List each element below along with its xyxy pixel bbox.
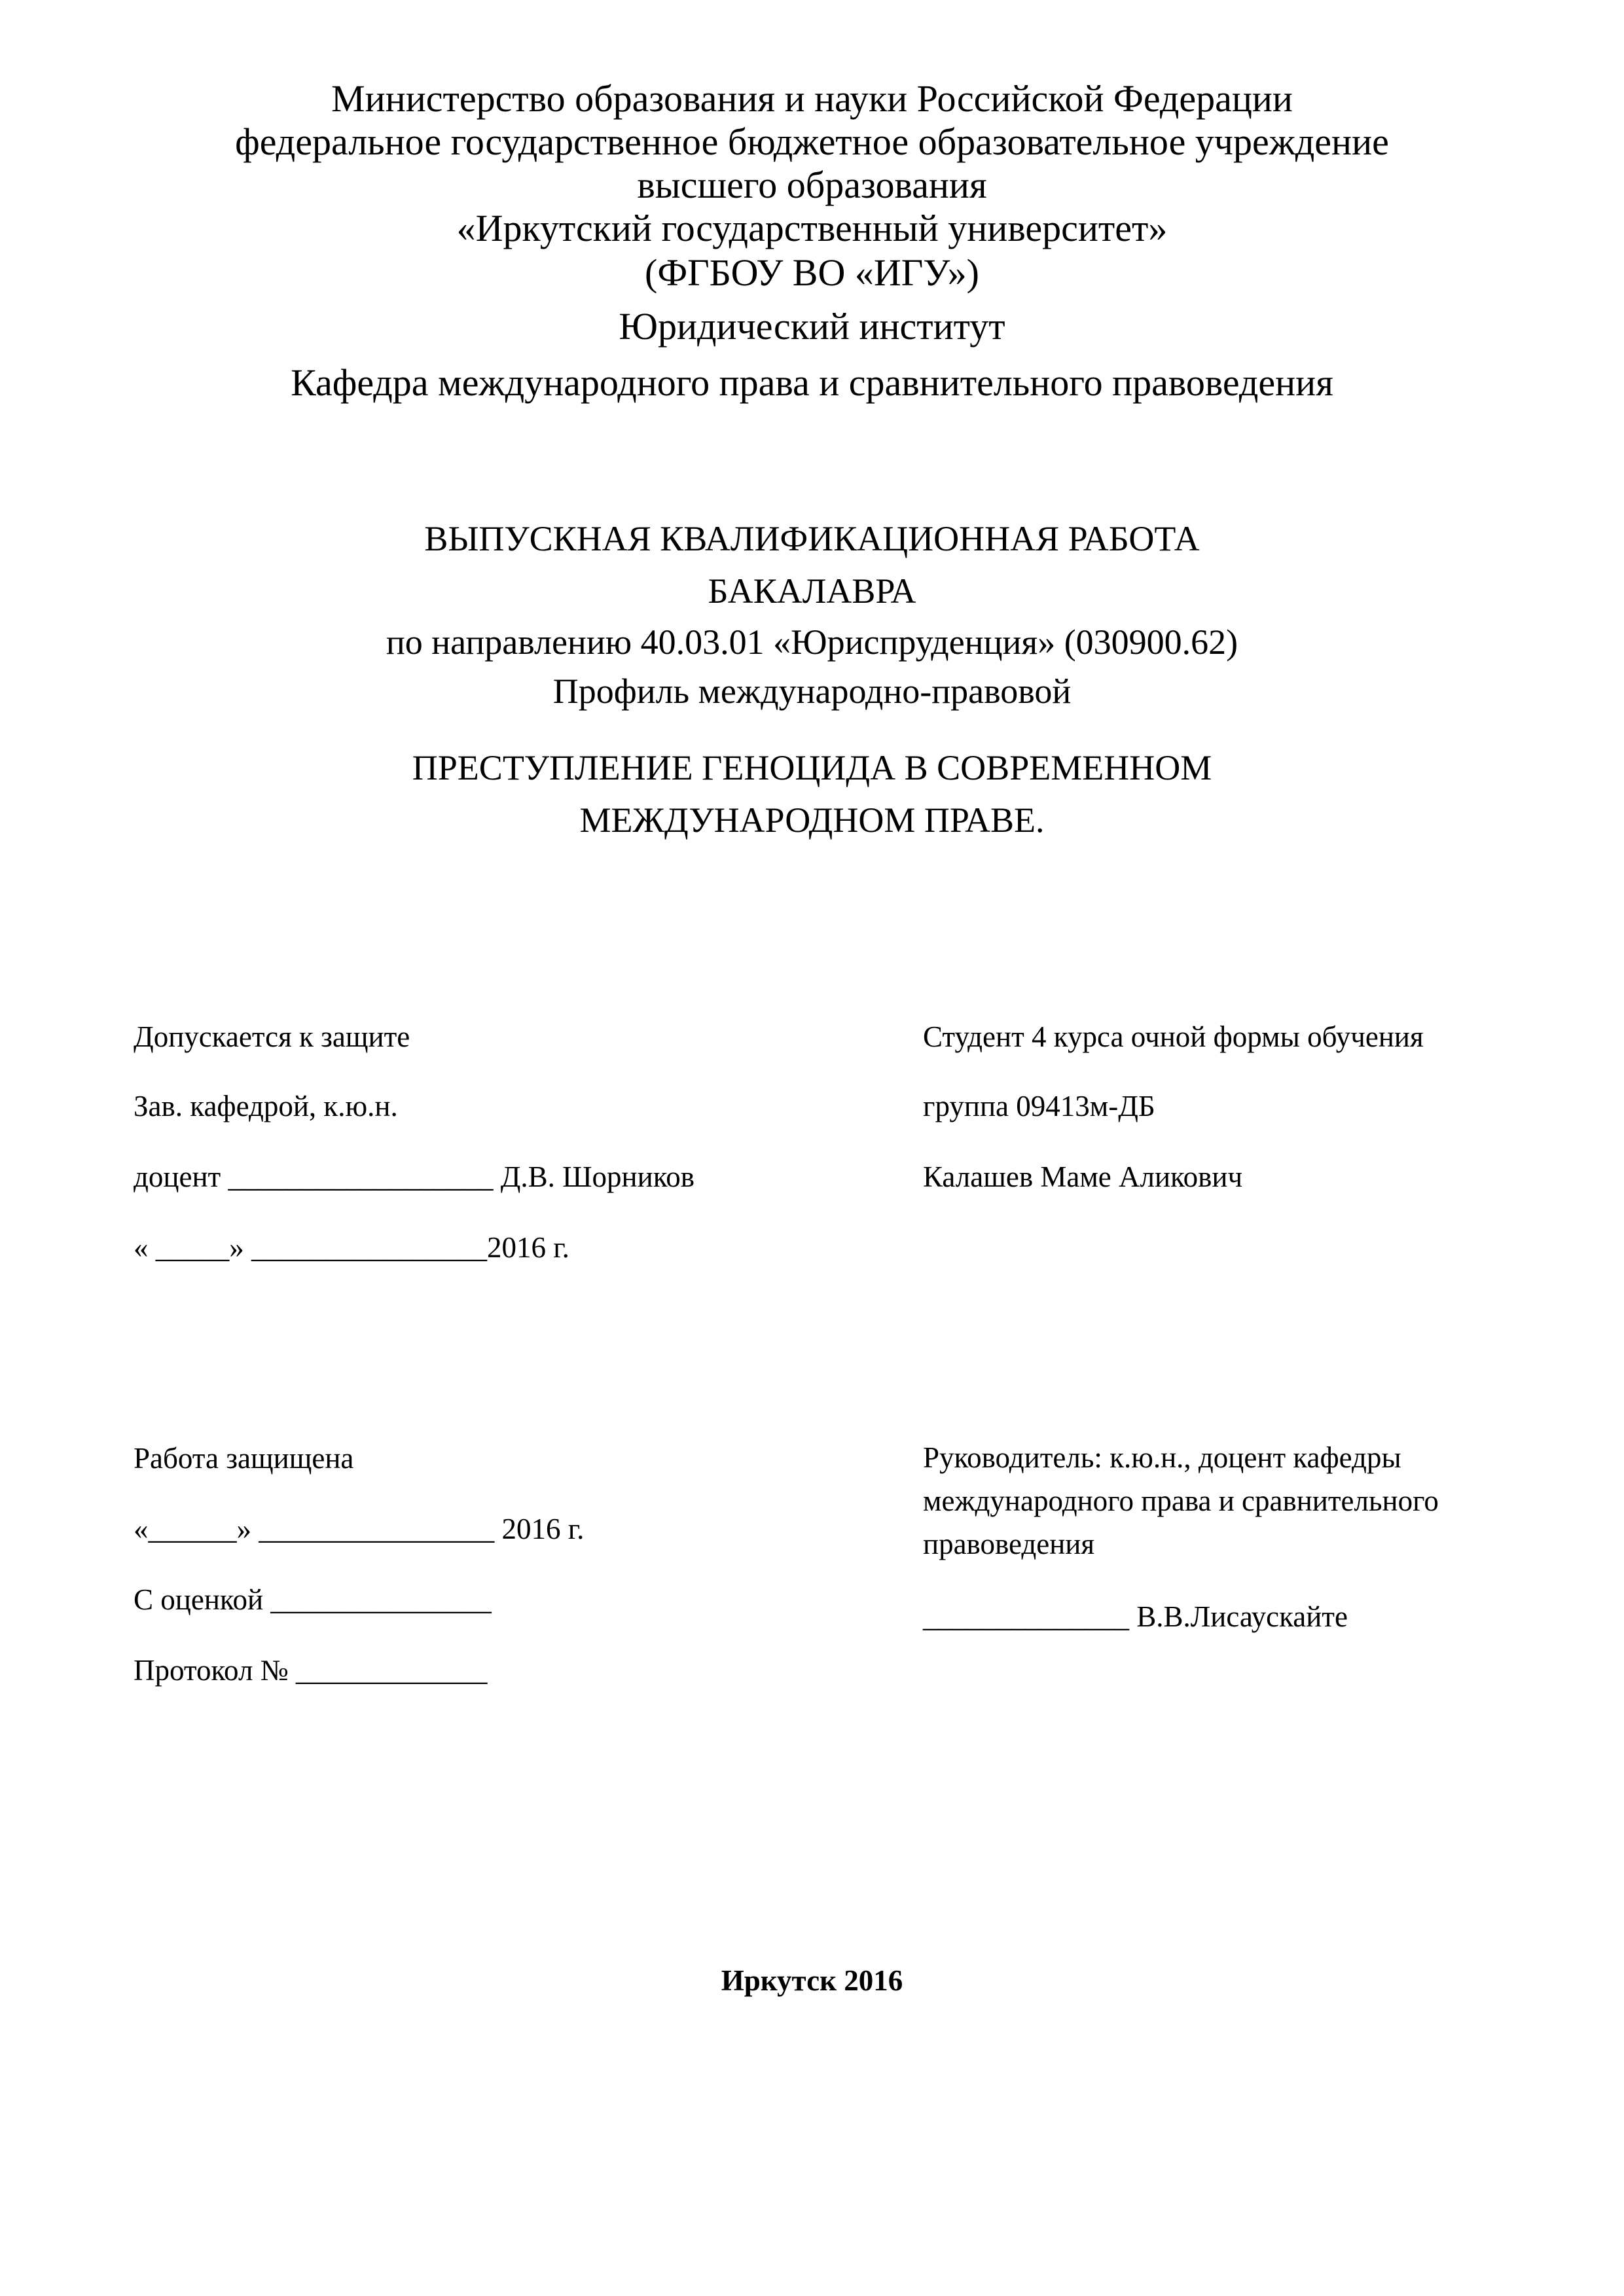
defense-protocol: Протокол № _____________	[134, 1654, 488, 1687]
department-head-signature: доцент __________________ Д.В. Шорников	[134, 1160, 695, 1193]
direction-line: по направлению 40.03.01 «Юриспруденция» (030900.62)	[386, 622, 1238, 662]
defense-date: «______» ________________ 2016 г.	[134, 1513, 585, 1545]
defense-label: Работа защищена	[134, 1442, 354, 1475]
student-group: группа 09413м-ДБ	[923, 1090, 1155, 1122]
university-name-line: «Иркутский государственный университет»	[456, 207, 1168, 249]
supervisor-signature: ______________ В.В.Лисаускайте	[923, 1600, 1348, 1633]
defense-grade: С оценкой _______________	[134, 1583, 492, 1616]
thesis-title-line2: МЕЖДУНАРОДНОМ ПРАВЕ.	[579, 800, 1045, 840]
ministry-line: Министерство образования и науки Российской Федерации	[331, 77, 1293, 120]
student-name: Калашев Маме Аликович	[923, 1160, 1243, 1193]
supervisor-title: Руководитель: к.ю.н., доцент кафедры международного права и сравнительного правоведения	[923, 1441, 1439, 1560]
thesis-title-line1: ПРЕСТУПЛЕНИЕ ГЕНОЦИДА В СОВРЕМЕННОМ	[412, 748, 1212, 787]
department-head-label: Зав. кафедрой, к.ю.н.	[134, 1090, 398, 1122]
university-abbr-line: (ФГБОУ ВО «ИГУ»)	[645, 251, 979, 294]
department-line: Кафедра международного права и сравнительного правоведения	[291, 361, 1333, 404]
work-type-line1: ВЫПУСКНАЯ КВАЛИФИКАЦИОННАЯ РАБОТА	[424, 519, 1200, 558]
institute-line: Юридический институт	[619, 305, 1005, 348]
education-level-line: высшего образования	[637, 164, 987, 206]
student-course: Студент 4 курса очной формы обучения	[923, 1020, 1424, 1053]
admission-label: Допускается к защите	[134, 1020, 410, 1053]
work-type-line2: БАКАЛАВРА	[708, 571, 916, 611]
profile-line: Профиль международно-правовой	[552, 672, 1072, 711]
city-year: Иркутск 2016	[721, 1964, 903, 1997]
institution-type-line: федеральное государственное бюджетное образовательное учреждение	[235, 120, 1389, 163]
admission-date: « _____» ________________2016 г.	[134, 1231, 569, 1264]
